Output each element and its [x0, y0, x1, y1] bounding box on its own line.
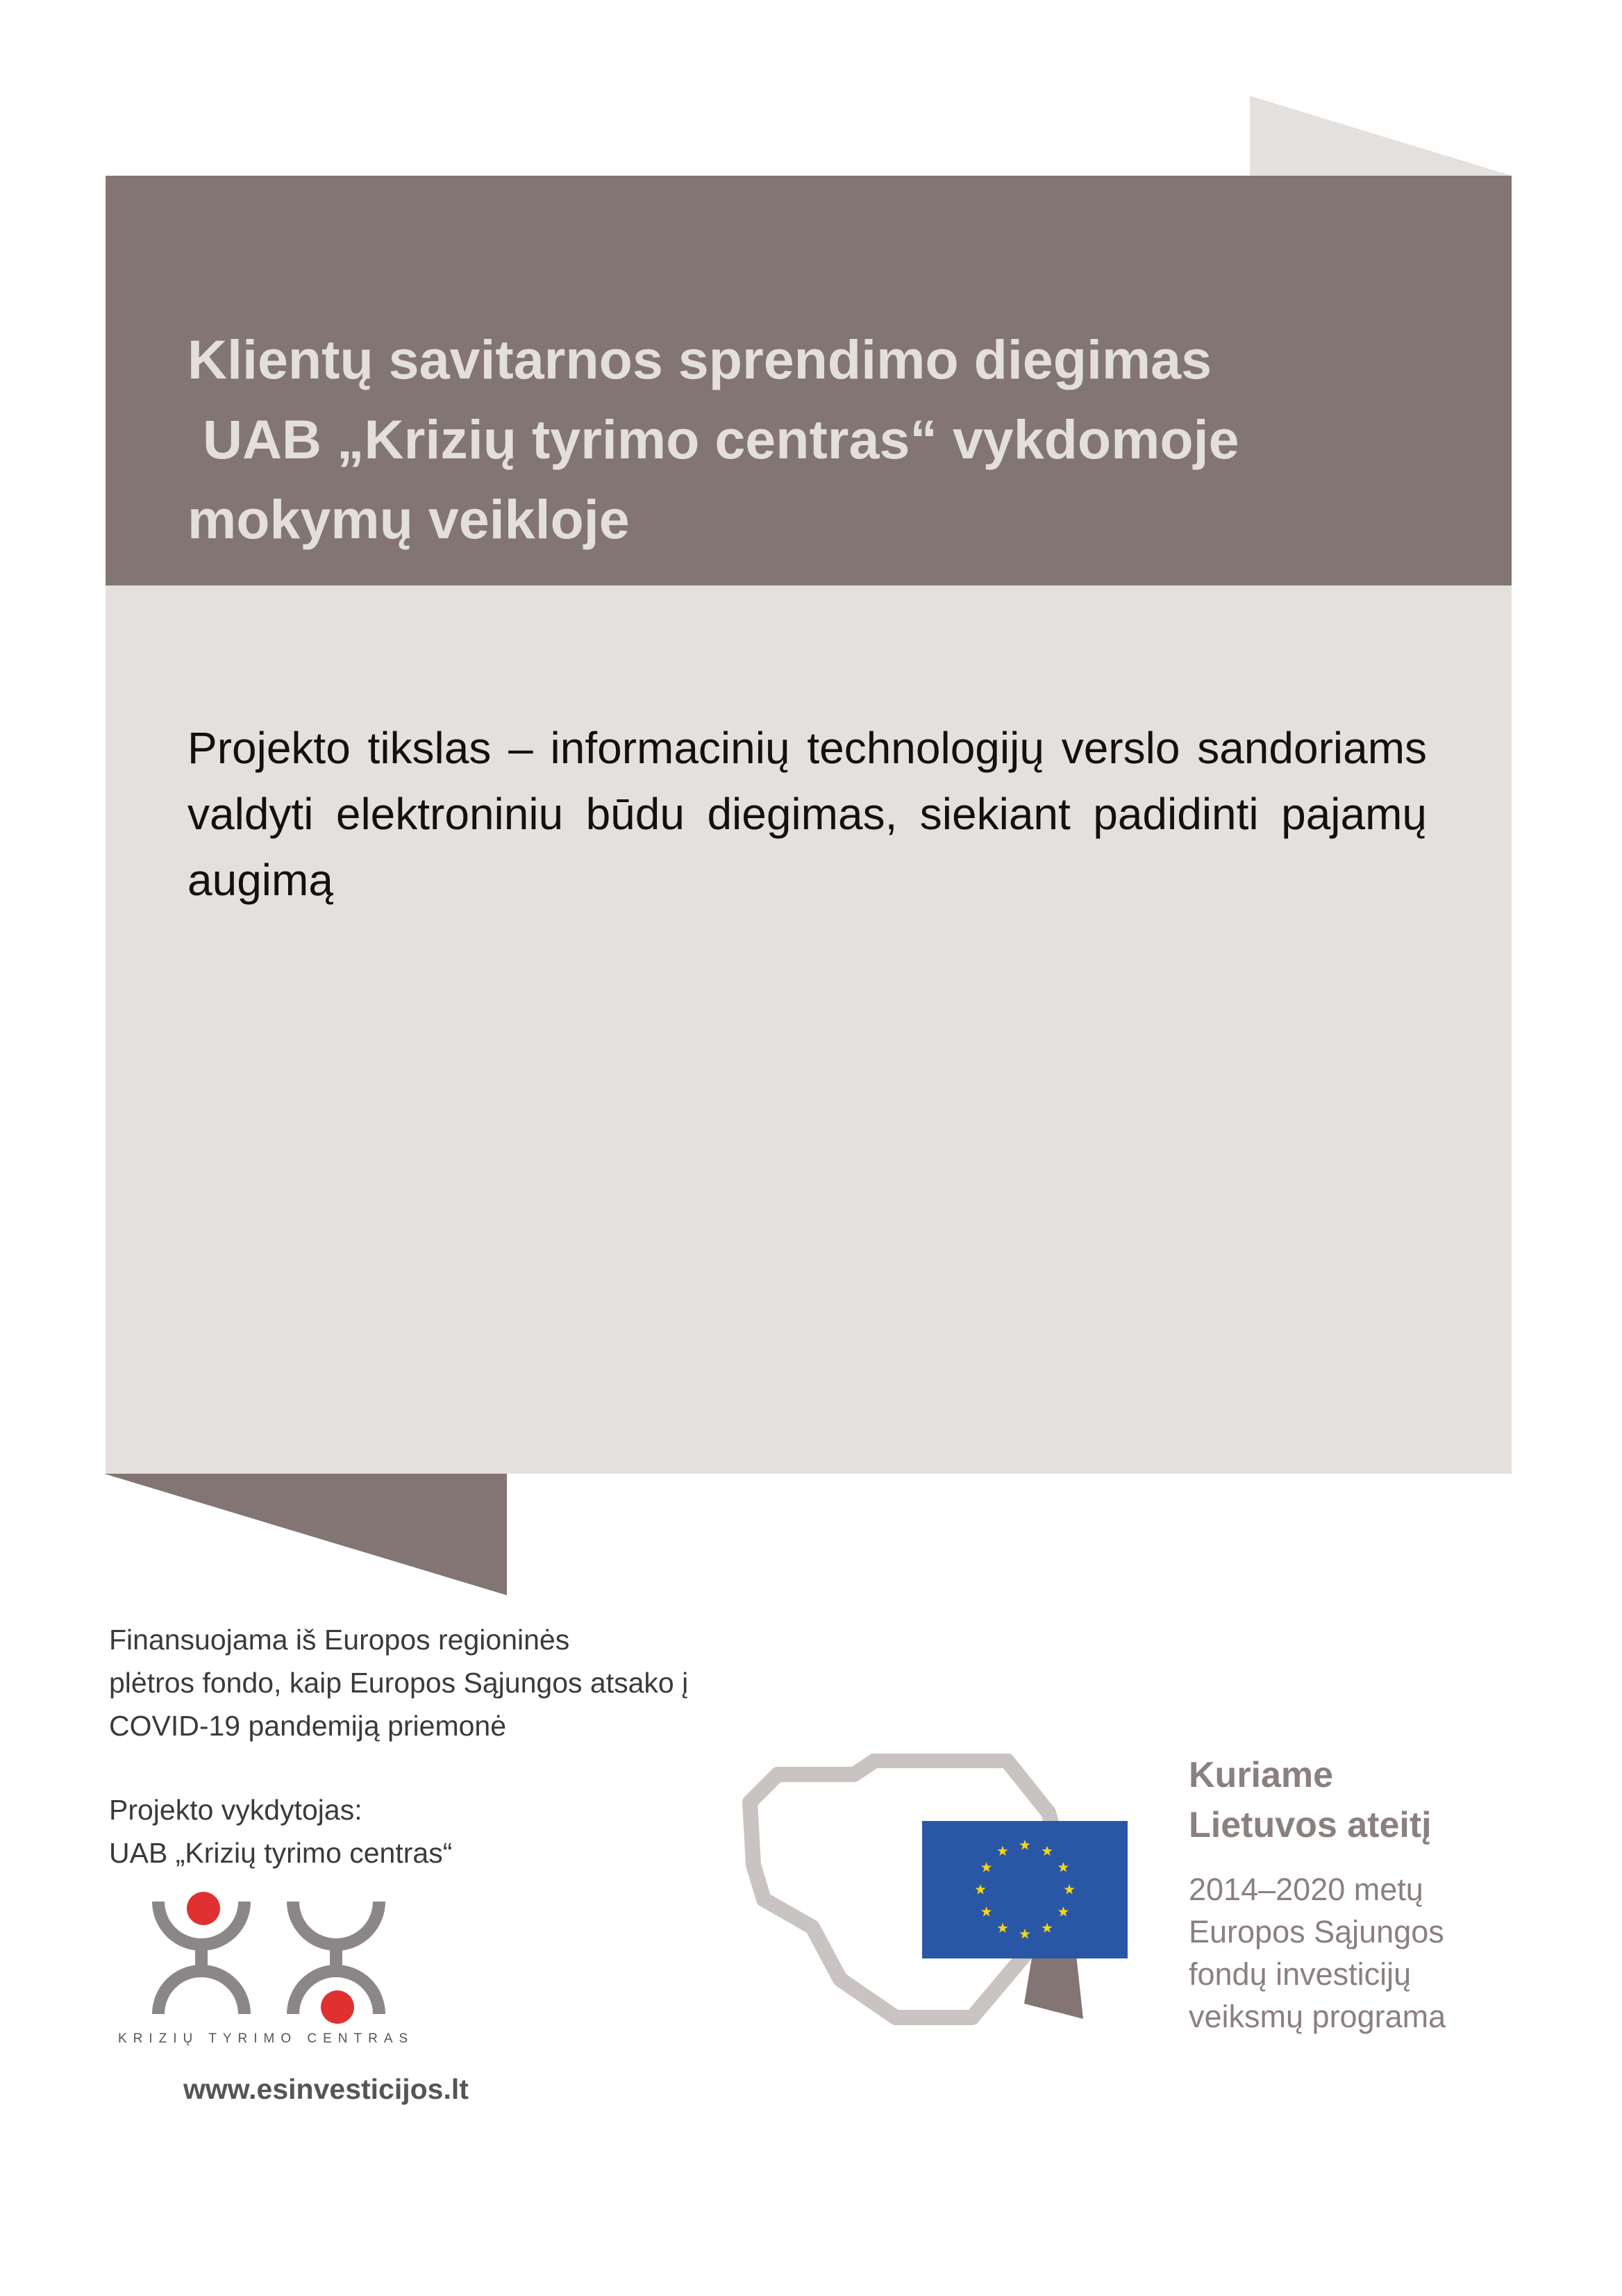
project-executor: Projekto vykdytojas: UAB „Krizių tyrimo centras“ [109, 1794, 453, 1869]
project-goal: Projekto tikslas – informacinių technologijų verslo sandoriams valdyti elektroniniu būdu diegimas, siekiant padidinti pajamų augimą [187, 723, 1427, 905]
krizių-tyrimo-centras-logo [111, 1875, 437, 2049]
page-title: Klientų savitarnos sprendimo diegimas UAB „Krizių tyrimo centras“ vykdomoje mokymų veikloje [187, 328, 1239, 550]
bottom-fold-decoration [104, 1474, 507, 1595]
top-fold-decoration [1250, 96, 1512, 176]
eu-flag-icon [922, 1821, 1128, 1958]
funding-note: Finansuojama iš Europos regioninės plėtros fondo, kaip Europos Sąjungos atsako į COVID-19 pandemiją priemonė [109, 1624, 689, 1742]
executor-logo-text: KRIZIŲ TYRIMO CENTRAS [118, 2031, 415, 2046]
program-name: 2014–2020 metų Europos Sąjungos fondų investicijų veiksmų programa [1189, 1872, 1446, 2034]
slogan: Kuriame Lietuvos ateitį [1189, 1755, 1432, 1845]
website-link[interactable]: www.esinvesticijos.lt [183, 2073, 469, 2105]
